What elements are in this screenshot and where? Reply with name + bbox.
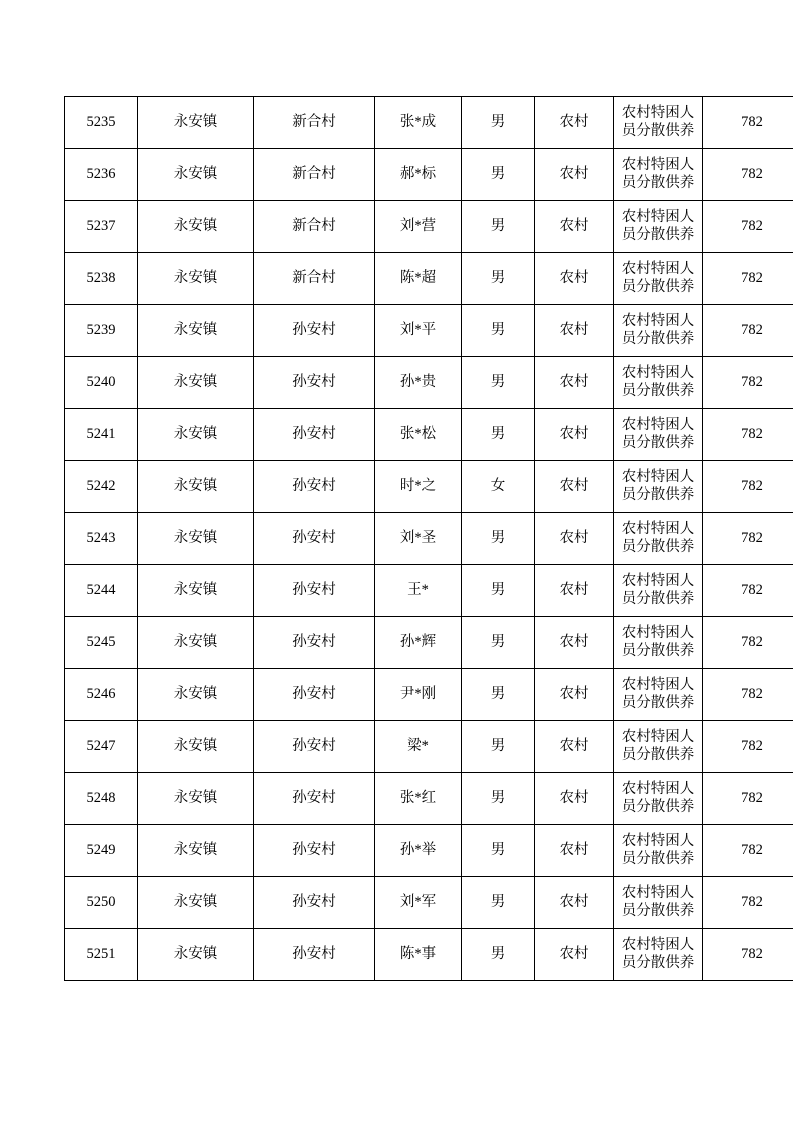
cell-id: 5241 <box>65 409 138 461</box>
cell-gender: 男 <box>462 721 535 773</box>
cell-gender: 男 <box>462 513 535 565</box>
table-row <box>65 149 793 201</box>
cell-gender: 男 <box>462 253 535 305</box>
cell-id: 5240 <box>65 357 138 409</box>
cell-amount: 782 <box>703 201 793 253</box>
cell-amount: 782 <box>703 877 793 929</box>
cell-category: 农村特困人员分散供养 <box>614 721 703 773</box>
cell-town: 永安镇 <box>138 357 254 409</box>
cell-amount: 782 <box>703 149 793 201</box>
cell-household-type: 农村 <box>535 669 614 721</box>
cell-town: 永安镇 <box>138 97 254 149</box>
cell-id: 5238 <box>65 253 138 305</box>
cell-name: 刘*营 <box>375 201 462 253</box>
cell-gender: 男 <box>462 357 535 409</box>
cell-gender: 男 <box>462 201 535 253</box>
cell-id: 5239 <box>65 305 138 357</box>
cell-gender: 男 <box>462 929 535 981</box>
cell-village: 孙安村 <box>254 721 375 773</box>
cell-gender: 男 <box>462 877 535 929</box>
cell-name: 张*红 <box>375 773 462 825</box>
cell-village: 孙安村 <box>254 825 375 877</box>
cell-household-type: 农村 <box>535 773 614 825</box>
table-row <box>65 721 793 773</box>
cell-town: 永安镇 <box>138 201 254 253</box>
cell-amount: 782 <box>703 409 793 461</box>
cell-household-type: 农村 <box>535 721 614 773</box>
cell-category: 农村特困人员分散供养 <box>614 669 703 721</box>
table-row <box>65 253 793 305</box>
cell-village: 孙安村 <box>254 357 375 409</box>
table-row <box>65 357 793 409</box>
cell-name: 尹*刚 <box>375 669 462 721</box>
cell-gender: 男 <box>462 773 535 825</box>
cell-village: 新合村 <box>254 253 375 305</box>
cell-household-type: 农村 <box>535 825 614 877</box>
cell-village: 新合村 <box>254 201 375 253</box>
table-row <box>65 565 793 617</box>
cell-category: 农村特困人员分散供养 <box>614 565 703 617</box>
cell-amount: 782 <box>703 565 793 617</box>
table-row <box>65 97 793 149</box>
cell-village: 孙安村 <box>254 461 375 513</box>
cell-category: 农村特困人员分散供养 <box>614 513 703 565</box>
cell-town: 永安镇 <box>138 669 254 721</box>
cell-household-type: 农村 <box>535 97 614 149</box>
cell-name: 孙*举 <box>375 825 462 877</box>
cell-village: 孙安村 <box>254 669 375 721</box>
table-row <box>65 877 793 929</box>
cell-gender: 男 <box>462 305 535 357</box>
cell-household-type: 农村 <box>535 461 614 513</box>
cell-village: 孙安村 <box>254 773 375 825</box>
cell-town: 永安镇 <box>138 929 254 981</box>
cell-name: 张*松 <box>375 409 462 461</box>
cell-id: 5242 <box>65 461 138 513</box>
cell-gender: 男 <box>462 617 535 669</box>
cell-id: 5244 <box>65 565 138 617</box>
cell-village: 孙安村 <box>254 305 375 357</box>
cell-category: 农村特困人员分散供养 <box>614 929 703 981</box>
cell-name: 陈*事 <box>375 929 462 981</box>
cell-household-type: 农村 <box>535 357 614 409</box>
cell-gender: 男 <box>462 669 535 721</box>
cell-gender: 男 <box>462 149 535 201</box>
cell-id: 5236 <box>65 149 138 201</box>
cell-town: 永安镇 <box>138 409 254 461</box>
cell-town: 永安镇 <box>138 513 254 565</box>
table-row <box>65 513 793 565</box>
cell-amount: 782 <box>703 513 793 565</box>
cell-category: 农村特困人员分散供养 <box>614 773 703 825</box>
cell-category: 农村特困人员分散供养 <box>614 461 703 513</box>
cell-category: 农村特困人员分散供养 <box>614 617 703 669</box>
cell-town: 永安镇 <box>138 825 254 877</box>
cell-id: 5251 <box>65 929 138 981</box>
cell-household-type: 农村 <box>535 149 614 201</box>
cell-category: 农村特困人员分散供养 <box>614 409 703 461</box>
table-row <box>65 305 793 357</box>
table-body <box>65 97 793 981</box>
table-row <box>65 929 793 981</box>
cell-id: 5235 <box>65 97 138 149</box>
cell-name: 郝*标 <box>375 149 462 201</box>
cell-town: 永安镇 <box>138 149 254 201</box>
cell-category: 农村特困人员分散供养 <box>614 97 703 149</box>
cell-gender: 男 <box>462 825 535 877</box>
cell-id: 5243 <box>65 513 138 565</box>
table-row <box>65 461 793 513</box>
cell-household-type: 农村 <box>535 305 614 357</box>
cell-name: 刘*军 <box>375 877 462 929</box>
cell-category: 农村特困人员分散供养 <box>614 149 703 201</box>
cell-household-type: 农村 <box>535 253 614 305</box>
cell-amount: 782 <box>703 773 793 825</box>
cell-amount: 782 <box>703 461 793 513</box>
cell-town: 永安镇 <box>138 305 254 357</box>
cell-village: 孙安村 <box>254 617 375 669</box>
cell-town: 永安镇 <box>138 721 254 773</box>
cell-id: 5250 <box>65 877 138 929</box>
cell-village: 孙安村 <box>254 565 375 617</box>
cell-category: 农村特困人员分散供养 <box>614 877 703 929</box>
cell-name: 刘*平 <box>375 305 462 357</box>
cell-id: 5237 <box>65 201 138 253</box>
cell-name: 孙*贵 <box>375 357 462 409</box>
cell-amount: 782 <box>703 97 793 149</box>
cell-category: 农村特困人员分散供养 <box>614 305 703 357</box>
cell-id: 5245 <box>65 617 138 669</box>
cell-id: 5246 <box>65 669 138 721</box>
cell-village: 新合村 <box>254 97 375 149</box>
cell-name: 陈*超 <box>375 253 462 305</box>
cell-household-type: 农村 <box>535 617 614 669</box>
cell-category: 农村特困人员分散供养 <box>614 201 703 253</box>
cell-village: 新合村 <box>254 149 375 201</box>
cell-id: 5248 <box>65 773 138 825</box>
cell-amount: 782 <box>703 253 793 305</box>
cell-amount: 782 <box>703 721 793 773</box>
cell-gender: 男 <box>462 97 535 149</box>
cell-household-type: 农村 <box>535 409 614 461</box>
cell-household-type: 农村 <box>535 565 614 617</box>
cell-amount: 782 <box>703 929 793 981</box>
cell-amount: 782 <box>703 617 793 669</box>
cell-name: 时*之 <box>375 461 462 513</box>
cell-category: 农村特困人员分散供养 <box>614 357 703 409</box>
table-row <box>65 773 793 825</box>
cell-town: 永安镇 <box>138 617 254 669</box>
cell-household-type: 农村 <box>535 201 614 253</box>
cell-village: 孙安村 <box>254 409 375 461</box>
subsidy-recipients-table <box>64 96 793 981</box>
cell-category: 农村特困人员分散供养 <box>614 825 703 877</box>
cell-id: 5249 <box>65 825 138 877</box>
table-row <box>65 669 793 721</box>
cell-household-type: 农村 <box>535 929 614 981</box>
cell-household-type: 农村 <box>535 513 614 565</box>
cell-name: 刘*圣 <box>375 513 462 565</box>
cell-town: 永安镇 <box>138 877 254 929</box>
cell-amount: 782 <box>703 669 793 721</box>
cell-town: 永安镇 <box>138 461 254 513</box>
cell-name: 孙*辉 <box>375 617 462 669</box>
cell-town: 永安镇 <box>138 565 254 617</box>
cell-town: 永安镇 <box>138 253 254 305</box>
cell-category: 农村特困人员分散供养 <box>614 253 703 305</box>
cell-amount: 782 <box>703 305 793 357</box>
cell-gender: 男 <box>462 409 535 461</box>
cell-village: 孙安村 <box>254 877 375 929</box>
cell-name: 张*成 <box>375 97 462 149</box>
table-row <box>65 825 793 877</box>
cell-amount: 782 <box>703 825 793 877</box>
cell-amount: 782 <box>703 357 793 409</box>
cell-household-type: 农村 <box>535 877 614 929</box>
cell-name: 梁* <box>375 721 462 773</box>
table-row <box>65 201 793 253</box>
cell-gender: 男 <box>462 565 535 617</box>
cell-village: 孙安村 <box>254 513 375 565</box>
table-row <box>65 409 793 461</box>
cell-gender: 女 <box>462 461 535 513</box>
cell-village: 孙安村 <box>254 929 375 981</box>
table-row <box>65 617 793 669</box>
cell-id: 5247 <box>65 721 138 773</box>
cell-town: 永安镇 <box>138 773 254 825</box>
cell-name: 王* <box>375 565 462 617</box>
